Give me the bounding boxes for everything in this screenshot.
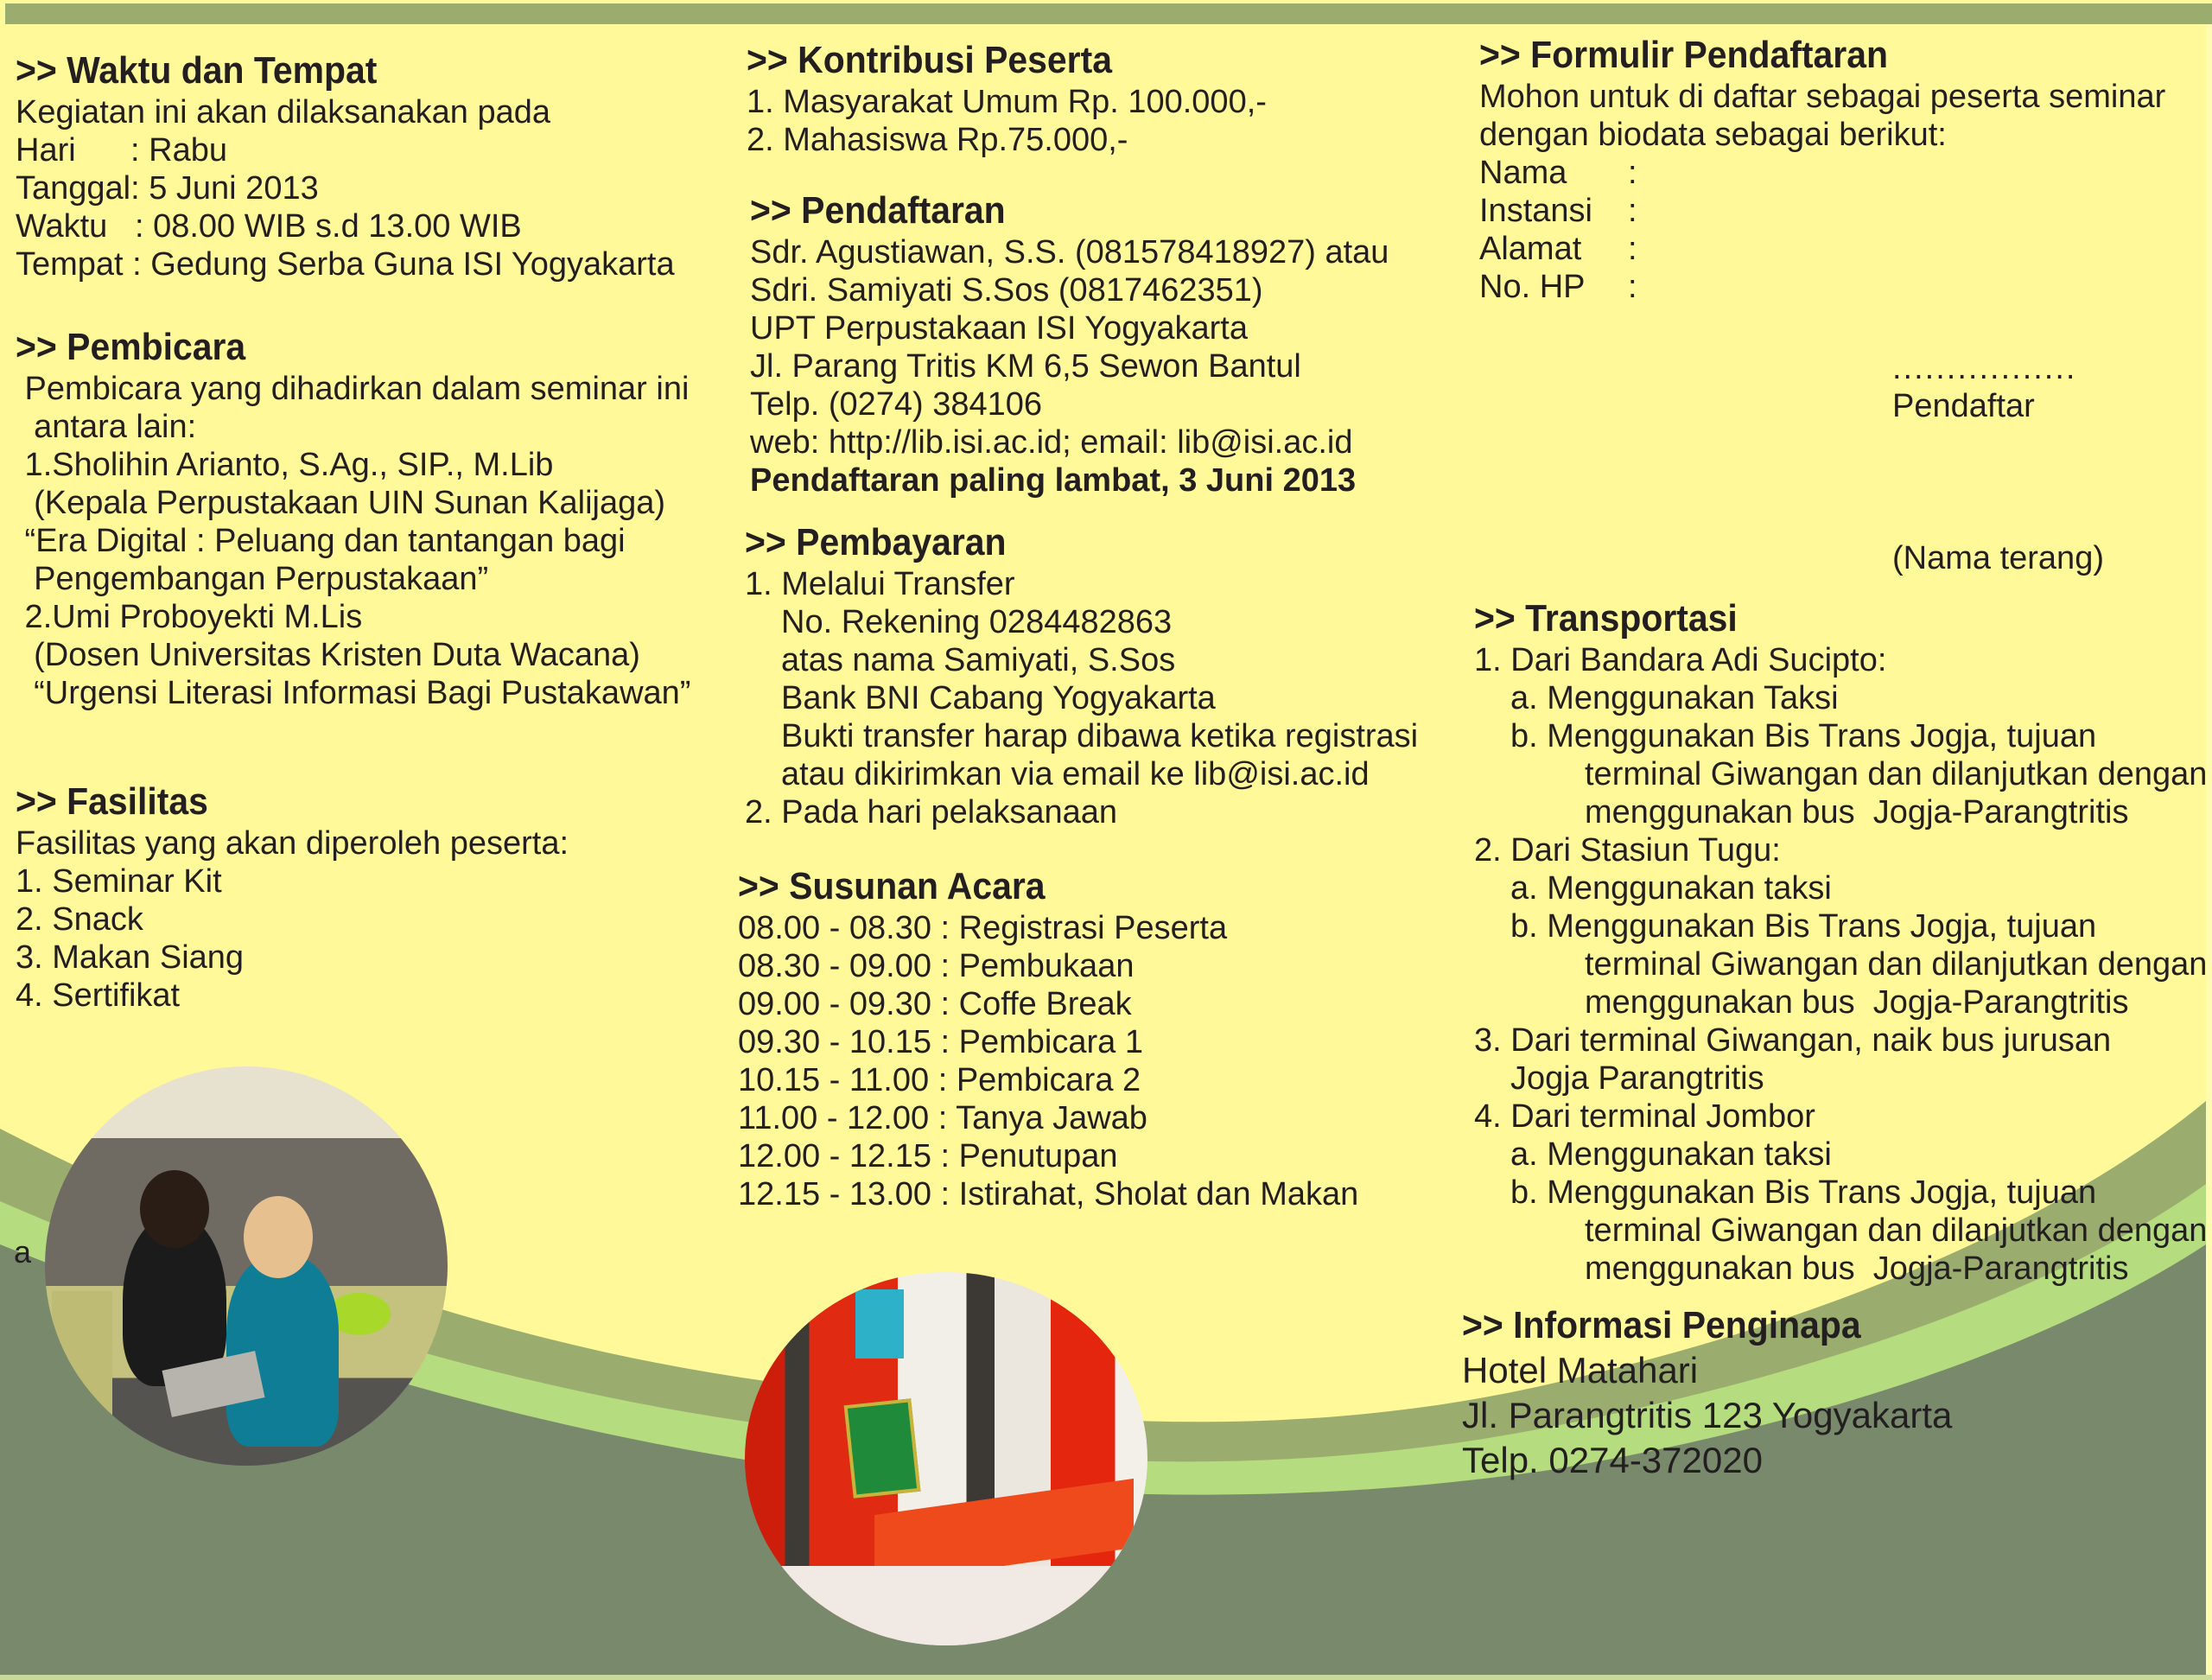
schedule-time: 08.30 - 09.00: [738, 948, 931, 984]
section-heading: >> Fasilitas: [16, 780, 208, 823]
section-penginapan: [1462, 1303, 2196, 1483]
contact-line: Jl. Parang Tritis KM 6,5 Sewon Bantul: [750, 348, 1301, 385]
form-field-colon: :: [1628, 193, 1637, 229]
fee-item: 1. Masyarakat Umum Rp. 100.000,-: [747, 84, 1267, 120]
speaker-1-topic: Pengembangan Perpustakaan”: [16, 561, 489, 597]
schedule-separator: :: [931, 948, 959, 984]
schedule-activity: Coffe Break: [958, 986, 1132, 1022]
schedule-row: [738, 1099, 1481, 1137]
signature-label: Pendaftar: [1892, 388, 2035, 424]
schedule-separator: :: [931, 1138, 959, 1174]
speaker-1-topic: “Era Digital : Peluang dan tantangan bagi: [16, 523, 626, 559]
transport-list: [1474, 641, 2209, 1288]
transport-line: Jogja Parangtritis: [1510, 1060, 1764, 1097]
section-susunan-acara: [738, 864, 1481, 1213]
payment-detail: Bukti transfer harap dibawa ketika registrasi: [781, 718, 1419, 754]
schedule-activity: Penutupan: [958, 1138, 1118, 1174]
transport-line: a. Menggunakan taksi: [1510, 1136, 1832, 1173]
schedule-separator: :: [931, 910, 959, 946]
transport-line: terminal Giwangan dan dilanjutkan dengan: [1585, 756, 2208, 792]
transport-line: a. Menggunakan taksi: [1510, 870, 1832, 907]
photo-person-head: [244, 1196, 313, 1278]
payment-item: 2. Pada hari pelaksanaan: [745, 794, 1117, 830]
payment-item: 1. Melalui Transfer: [745, 566, 1015, 602]
facility-item: 2. Snack: [16, 901, 143, 938]
schedule-time: 11.00 - 12.00: [738, 1100, 930, 1136]
transport-line: menggunakan bus Jogja-Parangtritis: [1585, 984, 2129, 1021]
form-field-label: No. HP: [1479, 269, 1586, 305]
transport-line: terminal Giwangan dan dilanjutkan dengan: [1585, 946, 2208, 983]
schedule-row: [738, 985, 1481, 1023]
text-line: dengan biodata sebagai berikut:: [1479, 117, 1947, 153]
form-field-label: Instansi: [1479, 193, 1592, 229]
transport-line: b. Menggunakan Bis Trans Jogja, tujuan: [1510, 908, 2097, 945]
text-line: Kegiatan ini akan dilaksanakan pada: [16, 94, 551, 130]
hotel-phone: Telp. 0274-372020: [1462, 1440, 1763, 1480]
text-line: Waktu : 08.00 WIB s.d 13.00 WIB: [16, 208, 522, 245]
transport-line: b. Menggunakan Bis Trans Jogja, tujuan: [1510, 1174, 2097, 1211]
library-lounge-photo: [45, 1066, 448, 1466]
text-line: Pembicara yang dihadirkan dalam seminar ini: [16, 371, 690, 407]
schedule-separator: :: [931, 1024, 959, 1060]
schedule-separator: :: [929, 1100, 957, 1136]
payment-detail: Bank BNI Cabang Yogyakarta: [781, 680, 1216, 716]
facility-item: 1. Seminar Kit: [16, 863, 222, 900]
transport-line: 3. Dari terminal Giwangan, naik bus jurusan: [1474, 1022, 2112, 1059]
fee-item: 2. Mahasiswa Rp.75.000,-: [747, 122, 1128, 158]
schedule-row: [738, 1023, 1481, 1061]
section-pembayaran: [745, 520, 1488, 831]
section-fasilitas: [16, 780, 724, 1015]
form-fields: [1479, 154, 2205, 306]
form-field-row: [1479, 268, 2205, 306]
form-field-label: Nama: [1479, 155, 1567, 191]
form-field-colon: :: [1628, 231, 1637, 267]
facility-item: 3. Makan Siang: [16, 939, 245, 976]
contact-line: Telp. (0274) 384106: [750, 386, 1043, 423]
section-transportasi: [1474, 596, 2209, 1288]
text-line: Tanggal: 5 Juni 2013: [16, 170, 319, 207]
schedule-row: [738, 1175, 1481, 1213]
transport-line: b. Menggunakan Bis Trans Jogja, tujuan: [1510, 718, 2097, 754]
section-heading: >> Kontribusi Peserta: [747, 39, 1112, 81]
schedule-separator: :: [931, 986, 959, 1022]
section-pendaftaran: [750, 188, 1476, 500]
form-field-row: [1479, 230, 2205, 268]
schedule-activity: Tanya Jawab: [956, 1100, 1147, 1136]
photo-sofa: [52, 1291, 112, 1438]
stray-letter: a: [14, 1234, 32, 1270]
transport-line: a. Menggunakan Taksi: [1510, 680, 1839, 716]
section-heading: >> Transportasi: [1474, 597, 1738, 640]
photo-floor: [745, 1566, 1147, 1645]
schedule-row: [738, 1061, 1481, 1099]
text-line: antara lain:: [16, 409, 197, 445]
schedule-time: 12.15 - 13.00: [738, 1176, 931, 1212]
transport-line: 4. Dari terminal Jombor: [1474, 1098, 1815, 1135]
section-heading: >> Pembayaran: [745, 521, 1007, 563]
section-formulir: [1479, 33, 2205, 306]
photo-person-head: [140, 1170, 209, 1248]
photo-poster: [855, 1289, 904, 1359]
schedule-time: 09.30 - 10.15: [738, 1024, 931, 1060]
section-pembicara: [16, 325, 741, 712]
photo-person: [226, 1257, 339, 1447]
payment-detail: No. Rekening 0284482863: [781, 604, 1173, 640]
section-kontribusi: [747, 38, 1472, 159]
speaker-1-name: 1.Sholihin Arianto, S.Ag., SIP., M.Lib: [16, 447, 554, 483]
schedule-activity: Pembicara 1: [958, 1024, 1143, 1060]
transport-line: menggunakan bus Jogja-Parangtritis: [1585, 1250, 2129, 1287]
section-heading: >> Informasi Penginapa: [1462, 1304, 1861, 1346]
speaker-1-affiliation: (Kepala Perpustakaan UIN Sunan Kalijaga): [16, 485, 666, 521]
speaker-2-name: 2.Umi Proboyekti M.Lis: [16, 599, 363, 635]
schedule-time: 10.15 - 11.00: [738, 1062, 930, 1098]
schedule-time: 08.00 - 08.30: [738, 910, 931, 946]
form-field-row: [1479, 154, 2205, 192]
speaker-2-affiliation: (Dosen Universitas Kristen Duta Wacana): [16, 637, 640, 673]
section-waktu-tempat: [16, 48, 724, 283]
form-field-row: [1479, 192, 2205, 230]
schedule-activity: Pembicara 2: [956, 1062, 1141, 1098]
schedule-activity: Pembukaan: [958, 948, 1135, 984]
form-field-colon: :: [1628, 269, 1637, 305]
schedule-row: [738, 1137, 1481, 1175]
registration-deadline: Pendaftaran paling lambat, 3 Juni 2013: [750, 462, 1357, 499]
payment-detail: atas nama Samiyati, S.Sos: [781, 642, 1176, 678]
schedule-activity: Istirahat, Sholat dan Makan: [958, 1176, 1359, 1212]
section-heading: >> Waktu dan Tempat: [16, 49, 378, 92]
bottom-edge: [0, 1675, 2212, 1680]
text-line: Fasilitas yang akan diperoleh peserta:: [16, 825, 569, 862]
transport-line: 1. Dari Bandara Adi Sucipto:: [1474, 642, 1887, 678]
schedule-separator: :: [931, 1176, 959, 1212]
speaker-2-topic: “Urgensi Literasi Informasi Bagi Pustakawan”: [16, 675, 691, 711]
schedule-row: [738, 909, 1481, 947]
contact-line: UPT Perpustakaan ISI Yogyakarta: [750, 310, 1248, 347]
section-heading: >> Susunan Acara: [738, 865, 1046, 907]
hotel-address: Jl. Parangtritis 123 Yogyakarta: [1462, 1395, 1953, 1435]
facility-item: 4. Sertifikat: [16, 977, 181, 1014]
section-heading: >> Pendaftaran: [750, 189, 1006, 232]
contact-web-email: web: http://lib.isi.ac.id; email: lib@isi.ac.id: [750, 424, 1353, 461]
signature-name: (Nama terang): [1892, 540, 2104, 576]
photo-book: [844, 1398, 921, 1499]
payment-detail: atau dikirimkan via email ke lib@isi.ac.id: [781, 756, 1370, 792]
schedule-activity: Registrasi Peserta: [958, 910, 1228, 946]
form-field-colon: :: [1628, 155, 1637, 191]
section-heading: >> Formulir Pendaftaran: [1479, 34, 1888, 76]
schedule-time: 12.00 - 12.15: [738, 1138, 931, 1174]
signature-dots: .................: [1892, 350, 2077, 386]
transport-line: 2. Dari Stasiun Tugu:: [1474, 832, 1781, 869]
contact-line: Sdr. Agustiawan, S.S. (081578418927) atau: [750, 234, 1389, 270]
text-line: Mohon untuk di daftar sebagai peserta seminar: [1479, 79, 2166, 115]
contact-line: Sdri. Samiyati S.Sos (0817462351): [750, 272, 1263, 309]
signature-block: [1892, 349, 2203, 577]
transport-line: terminal Giwangan dan dilanjutkan dengan: [1585, 1212, 2208, 1249]
hotel-name: Hotel Matahari: [1462, 1350, 1699, 1390]
library-red-shelves-photo: [745, 1272, 1147, 1645]
schedule-row: [738, 947, 1481, 985]
transport-line: menggunakan bus Jogja-Parangtritis: [1585, 794, 2129, 830]
schedule-list: [738, 909, 1481, 1213]
form-field-label: Alamat: [1479, 231, 1582, 267]
text-line: Tempat : Gedung Serba Guna ISI Yogyakarta: [16, 246, 675, 283]
text-line: Hari : Rabu: [16, 132, 227, 169]
section-heading: >> Pembicara: [16, 326, 246, 368]
schedule-time: 09.00 - 09.30: [738, 986, 931, 1022]
schedule-separator: :: [929, 1062, 957, 1098]
